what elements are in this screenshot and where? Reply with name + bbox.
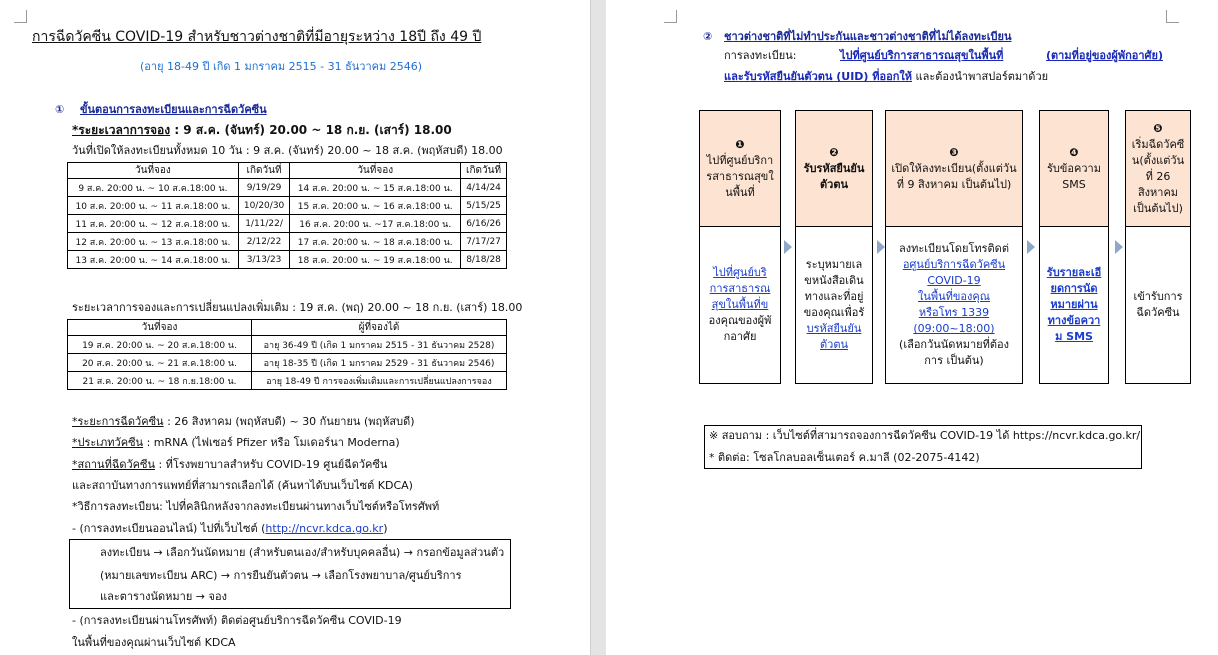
flow-text[interactable]: บรหัสยืนยัน — [806, 322, 862, 335]
online-prefix: - (การลงทะเบียนออนไลน์) ไปที่เว็บไซต์ ( — [72, 522, 266, 535]
table-cell: 5/15/25 — [461, 197, 507, 215]
open-days-line: วันที่เปิดให้ลงทะเบียนทั้งหมด 10 วัน : 9 ส.ค. (จันทร์) 20.00 ~ 18 ส.ค. (พฤหัสบดี) 18.00 — [72, 144, 503, 157]
flow-text: รสาธารณสุขใ — [706, 169, 774, 183]
arrow-right-icon — [1027, 240, 1035, 254]
flow-step-number: ❷ — [829, 145, 839, 159]
arrow-right-icon — [877, 240, 885, 254]
flow-text: การ เป็นต้น) — [924, 354, 984, 367]
vaccine-type-label: *ประเภทวัคซีน — [72, 436, 144, 449]
flow-text[interactable]: ตัวตน — [820, 338, 848, 351]
table-cell: 4/14/24 — [461, 179, 507, 197]
table-cell: 13 ส.ค. 20:00 น. ~ 14 ส.ค.18:00 น. — [68, 251, 239, 269]
flow-step-5-top — [1125, 110, 1191, 226]
flow-text[interactable]: ทางข้อควา — [1047, 314, 1101, 327]
page-title: การฉีดวัคซีน COVID-19 สำหรับชาวต่างชาติที่มีอายุระหว่าง 18ปี ถึง 49 ปี — [32, 29, 482, 45]
crop-mark — [664, 10, 677, 23]
flow-text: เป็นต้นไป) — [1133, 201, 1183, 215]
flow-step-5-bottom — [1125, 226, 1191, 384]
flow-text[interactable]: หรือโทร 1339 — [918, 306, 990, 319]
flow-text[interactable]: อศูนย์บริการฉีดวัคซีน — [902, 258, 1006, 271]
page-subtitle: (อายุ 18-49 ปี เกิด 1 มกราคม 2515 - 31 ธันวาคม 2546) — [140, 60, 423, 73]
table-row — [68, 251, 507, 269]
location-value: : ที่โรงพยาบาลสำหรับ COVID-19 ศูนย์ฉีดวัคซีน — [158, 458, 388, 471]
extra-booking-table — [67, 319, 507, 390]
flow-text: องคุณของผู้พั — [708, 314, 772, 327]
flow-text: SMS — [1062, 177, 1086, 191]
section1-number: ① — [55, 103, 65, 116]
flow-text[interactable]: (09:00~18:00) — [913, 322, 995, 335]
residence-link[interactable]: (ตามที่อยู่ของผู้พักอาศัย) — [1046, 49, 1163, 62]
flow-text: เข้ารับการ — [1133, 290, 1183, 303]
flow-step-1-top — [699, 110, 781, 226]
contact-box — [704, 425, 1142, 469]
table-row — [68, 179, 507, 197]
flow-text[interactable]: COVID-19 — [927, 274, 981, 287]
location-line2: และสถาบันทางการแพทย์ที่สามารถเลือกได้ (ค้นหาได้บนเว็บไซต์ KDCA) — [72, 479, 413, 492]
flow-text: ไปที่ศูนย์บริกา — [706, 153, 774, 167]
table-cell: 20 ส.ค. 20:00 น. ~ 21 ส.ค.18:00 น. — [68, 354, 252, 372]
phone-line1: - (การลงทะเบียนผ่านโทรศัพท์) ติดต่อศูนย์บริการฉีดวัคซีน COVID-19 — [72, 614, 402, 627]
phone-line2: ในพื้นที่ของคุณผ่านเว็บไซต์ KDCA — [72, 636, 236, 649]
vaccine-type-value: : mRNA (ไฟเซอร์ Pfizer หรือ โมเดอร์นา Moderna) — [146, 436, 400, 449]
vaccination-period-value: : 26 สิงหาคม (พฤหัสบดี) ~ 30 กันยายน (พฤหัสบดี) — [167, 415, 415, 428]
flow-text: ระบุหมายเล — [805, 258, 863, 271]
table-cell: 10/20/30 — [238, 197, 290, 215]
vaccination-period-label: *ระยะการฉีดวัคซีน — [72, 415, 164, 428]
flow-text: ทางและที่อยู่ — [804, 290, 864, 303]
flow-text: นพื้นที่ — [725, 185, 755, 199]
flow-text: สิงหาคม — [1137, 185, 1179, 199]
steps-line: ลงทะเบียน → เลือกวันนัดหมาย (สำหรับตนเอง/สำหรับบุคคลอื่น) → กรอกข้อมูลส่วนตัว — [100, 546, 505, 559]
online-registration-link[interactable]: http://ncvr.kdca.go.kr — [265, 522, 384, 535]
extra-header: ผู้ที่จองได้ — [252, 320, 507, 336]
table-cell: อายุ 18-49 ปี การจองเพิ่มเติมและการเปลี่ยนแปลงการจอง — [252, 372, 507, 390]
table-cell: อายุ 18-35 ปี (เกิด 1 มกราคม 2529 - 31 ธันวาคม 2546) — [252, 354, 507, 372]
flow-text[interactable]: ในพื้นที่ของคุณ — [918, 290, 990, 303]
inquiry-line: ※ สอบถาม : เว็บไซต์ที่สามารถจองการฉีดวัคซีน COVID-19 ได้ https://ncvr.kdca.go.kr/ — [709, 429, 1141, 442]
table-row — [68, 197, 507, 215]
flow-text: น(ตั้งแต่วัน — [1131, 153, 1185, 167]
flow-text[interactable]: การสาธารณ — [709, 282, 771, 295]
schedule-table — [67, 162, 507, 269]
table-cell: 7/17/27 — [461, 233, 507, 251]
uid-link[interactable]: และรับรหัสยืนยันตัวตน (UID) ที่ออกให้ — [724, 70, 913, 83]
schedule-header: เกิดวันที่ — [238, 163, 290, 179]
flow-text: ที่ 26 — [1145, 169, 1171, 183]
flow-text: ตัวตน — [820, 177, 848, 191]
flow-text[interactable]: ม SMS — [1055, 330, 1093, 343]
schedule-header: วันที่จอง — [290, 163, 461, 179]
registration-suffix: และต้องนำพาสปอร์ตมาด้วย — [915, 70, 1049, 83]
crop-mark — [14, 10, 27, 23]
flow-text: รับรหัสยืนยัน — [803, 161, 865, 175]
contact-line: * ติดต่อ: โซลโกลบอลเซ็นเตอร์ ค.มาลี (02-2075-4142) — [709, 451, 980, 464]
table-cell: 12 ส.ค. 20:00 น. ~ 13 ส.ค.18:00 น. — [68, 233, 239, 251]
table-cell: 2/12/22 — [238, 233, 290, 251]
table-row — [68, 336, 507, 354]
flow-text: กอาศัย — [723, 330, 757, 343]
arrow-right-icon — [1115, 240, 1123, 254]
table-cell: 8/18/28 — [461, 251, 507, 269]
flow-step-4-bottom — [1039, 226, 1109, 384]
table-cell: 11 ส.ค. 20:00 น. ~ 12 ส.ค.18:00 น. — [68, 215, 239, 233]
table-row — [68, 215, 507, 233]
flow-step-1-bottom — [699, 226, 781, 384]
table-cell: อายุ 36-49 ปี (เกิด 1 มกราคม 2515 - 31 ธันวาคม 2528) — [252, 336, 507, 354]
extra-period-line: ระยะเวลาการจองและการเปลี่ยนแปลงเพิ่มเติม : 19 ส.ค. (พฤ) 20.00 ~ 18 ก.ย. (เสาร์) 18.00 — [72, 301, 523, 314]
table-row — [68, 233, 507, 251]
flow-text: ของคุณเพื่อรั — [803, 306, 865, 319]
flow-text: ขหนังสือเดิน — [804, 274, 864, 287]
table-row — [68, 372, 507, 390]
method-line: *วิธีการลงทะเบียน: ไปที่คลินิกหลังจากลงทะเบียนผ่านทางเว็บไซต์หรือโทรศัพท์ — [72, 500, 440, 513]
schedule-header: วันที่จอง — [68, 163, 239, 179]
table-cell: 9/19/29 — [238, 179, 290, 197]
flow-text: ที่ 9 สิงหาคม เป็นต้นไป) — [896, 177, 1012, 191]
table-cell: 9 ส.ค. 20:00 น. ~ 10 ส.ค.18:00 น. — [68, 179, 239, 197]
table-cell: 15 ส.ค. 20:00 น. ~ 16 ส.ค.18:00 น. — [290, 197, 461, 215]
table-cell: 16 ส.ค. 20:00 น. ~17 ส.ค.18:00 น. — [290, 215, 461, 233]
flow-text: เริ่มฉีดวัคซี — [1131, 137, 1185, 151]
flow-text[interactable]: รับรายละเอี — [1046, 266, 1102, 279]
flow-text: (เลือกวันนัดหมายที่ต้อง — [899, 338, 1009, 351]
crop-mark — [1166, 10, 1179, 23]
section2-heading: ชาวต่างชาติที่ไม่ทำประกันและชาวต่างชาติที่ไม่ได้ลงทะเบียน — [724, 30, 1012, 43]
flow-step-number: ❶ — [735, 137, 745, 151]
flow-step-number: ❹ — [1069, 145, 1079, 159]
flow-text: ลงทะเบียนโดยโทรติดต่ — [899, 242, 1009, 255]
location-label: *สถานที่ฉีดวัคซีน — [72, 458, 155, 471]
flow-text[interactable]: ไปที่ศูนย์บริ — [713, 266, 767, 279]
flow-text[interactable]: สุขในพื้นที่ข — [711, 298, 769, 311]
section1-heading: ขั้นตอนการลงทะเบียนและการฉีดวัคซีน — [80, 103, 267, 116]
flow-text[interactable]: หมายผ่าน — [1050, 298, 1098, 311]
flow-text: เปิดให้ลงทะเบียน(ตั้งแต่วัน — [891, 161, 1017, 175]
section2-number: ② — [703, 30, 713, 43]
steps-line: และตารางนัดหมาย → จอง — [100, 590, 227, 603]
flow-text: รับข้อความ — [1047, 161, 1101, 175]
health-center-link[interactable]: ไปที่ศูนย์บริการสาธารณสุขในพื้นที่ — [840, 49, 1004, 62]
flow-step-3-bottom — [885, 226, 1023, 384]
extra-header: วันที่จอง — [68, 320, 252, 336]
table-cell: 17 ส.ค. 20:00 น. ~ 18 ส.ค.18:00 น. — [290, 233, 461, 251]
flow-step-number: ❸ — [949, 145, 959, 159]
schedule-header: เกิดวันที่ — [461, 163, 507, 179]
steps-box — [69, 539, 511, 609]
flow-text: ฉีดวัคซีน — [1136, 306, 1180, 319]
booking-label: *ระยะเวลาการจอง — [72, 123, 171, 137]
table-cell: 21 ส.ค. 20:00 น. ~ 18 ก.ย.18:00 น. — [68, 372, 252, 390]
table-cell: 1/11/22/ — [238, 215, 290, 233]
flow-step-3-top — [885, 110, 1023, 226]
table-cell: 18 ส.ค. 20:00 น. ~ 19 ส.ค.18:00 น. — [290, 251, 461, 269]
flow-step-4-top — [1039, 110, 1109, 226]
booking-value: : 9 ส.ค. (จันทร์) 20.00 ~ 18 ก.ย. (เสาร์) 18.00 — [174, 123, 452, 137]
registration-label: การลงทะเบียน: — [724, 49, 797, 62]
table-cell: 19 ส.ค. 20:00 น. ~ 20 ส.ค.18:00 น. — [68, 336, 252, 354]
table-cell: 3/13/23 — [238, 251, 290, 269]
document-page-2 — [606, 0, 1218, 655]
arrow-right-icon — [784, 240, 792, 254]
table-cell: 10 ส.ค. 20:00 น. ~ 11 ส.ค.18:00 น. — [68, 197, 239, 215]
online-suffix: ) — [383, 522, 388, 535]
table-cell: 14 ส.ค. 20:00 น. ~ 15 ส.ค.18:00 น. — [290, 179, 461, 197]
flow-step-number: ❺ — [1153, 121, 1163, 135]
table-cell: 6/16/26 — [461, 215, 507, 233]
flow-text[interactable]: ยดการนัด — [1050, 282, 1098, 295]
flow-step-2-bottom — [795, 226, 873, 384]
table-row — [68, 354, 507, 372]
steps-line: (หมายเลขทะเบียน ARC) → การยืนยันตัวตน → เลือกโรงพยาบาล/ศูนย์บริการ — [100, 569, 462, 582]
document-page-1 — [0, 0, 590, 655]
flow-step-2-top — [795, 110, 873, 226]
